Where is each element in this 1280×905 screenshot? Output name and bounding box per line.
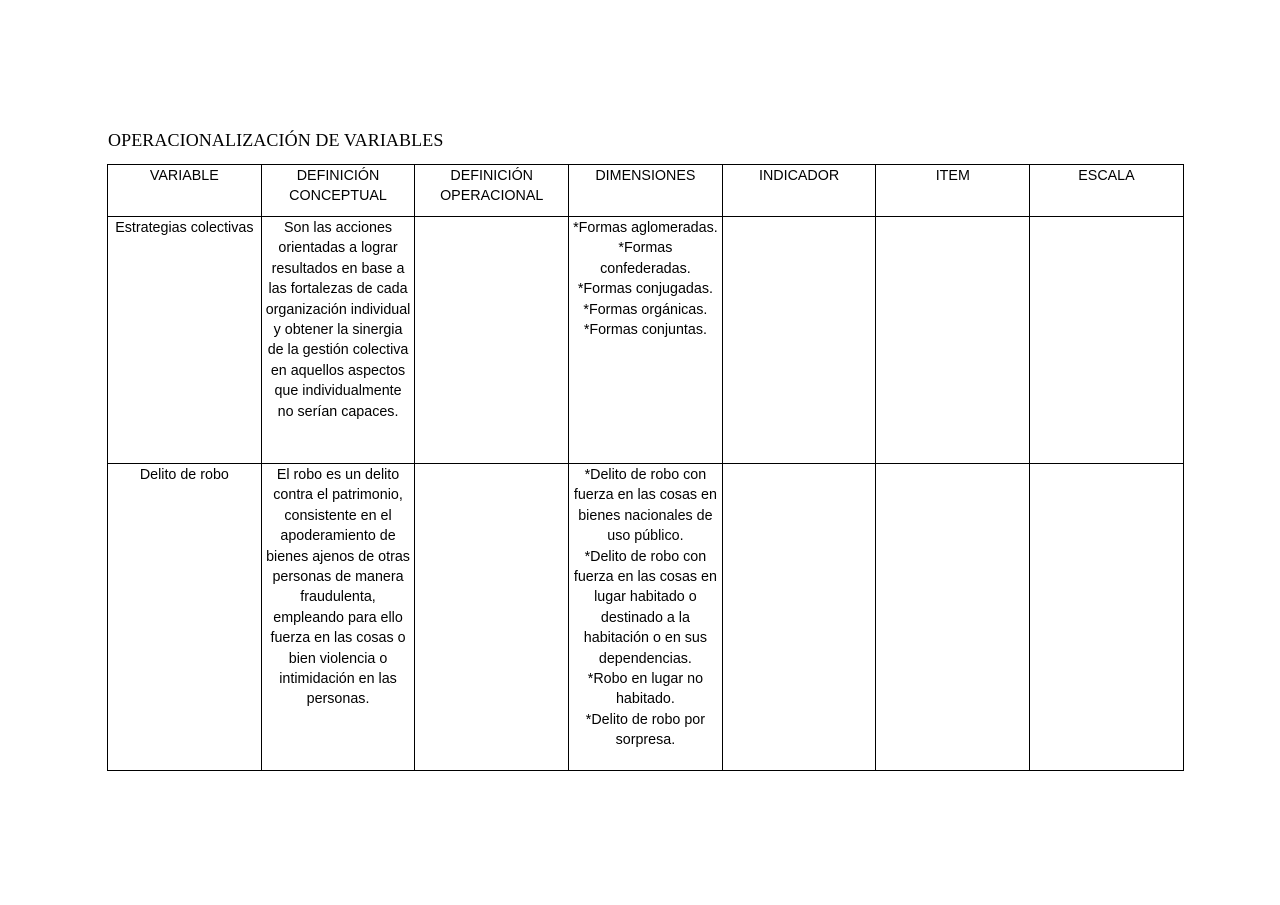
- cell-indicador: [722, 217, 876, 464]
- header-escala: ESCALA: [1030, 165, 1184, 217]
- table-header-row: [108, 165, 1184, 217]
- header-variable: VARIABLE: [108, 165, 262, 217]
- dimension-item: *Formas conjuntas.: [583, 322, 707, 339]
- page-title: OPERACIONALIZACIÓN DE VARIABLES: [108, 130, 444, 150]
- header-definicion-operacional: DEFINICIÓN OPERACIONAL: [415, 165, 569, 217]
- cell-dimensiones: [569, 217, 723, 464]
- header-item: ITEM: [876, 165, 1030, 217]
- cell-indicador: [722, 464, 876, 771]
- dimension-item: *Robo en lugar no habitado.: [587, 671, 704, 708]
- cell-definicion-conceptual: Son las acciones orientadas a lograr resultados en base a las fortalezas de cada organización individual y obtener la sinergia de la gestión colectiva en aquellos aspectos que individualmente no serían capaces.: [261, 217, 415, 464]
- dimension-item: *Delito de robo con fuerza en las cosas en bienes nacionales de uso público.: [573, 467, 717, 545]
- dimension-item: *Formas confederadas.: [600, 240, 691, 277]
- dimension-item: *Delito de robo con fuerza en las cosas en lugar habitado o destinado a la habitación o en sus dependencias.: [573, 548, 717, 667]
- dimension-item: *Formas conjugadas.: [577, 281, 713, 298]
- table-row: [108, 464, 1184, 771]
- header-dimensiones: DIMENSIONES: [569, 165, 723, 217]
- table-row: [108, 217, 1184, 464]
- cell-definicion-conceptual: El robo es un delito contra el patrimonio, consistente en el apoderamiento de bienes ajenos de otras personas de manera fraudulenta, empleando para ello fuerza en las cosas o bien violencia o intimidación en las personas.: [261, 464, 415, 771]
- header-definicion-conceptual: DEFINICIÓN CONCEPTUAL: [261, 165, 415, 217]
- cell-dimensiones: [569, 464, 723, 771]
- operationalization-table: [107, 164, 1184, 771]
- header-indicador: INDICADOR: [722, 165, 876, 217]
- cell-variable: Delito de robo: [108, 464, 262, 771]
- dimension-item: *Formas aglomeradas.: [573, 220, 718, 236]
- cell-item: [876, 464, 1030, 771]
- dimension-item: *Formas orgánicas.: [583, 301, 708, 318]
- cell-definicion-operacional: [415, 217, 569, 464]
- dimension-item: *Delito de robo por sorpresa.: [585, 711, 706, 749]
- cell-variable: Estrategias colectivas: [108, 217, 262, 464]
- cell-escala: [1030, 464, 1184, 771]
- cell-escala: [1030, 217, 1184, 464]
- cell-item: [876, 217, 1030, 464]
- cell-definicion-operacional: [415, 464, 569, 771]
